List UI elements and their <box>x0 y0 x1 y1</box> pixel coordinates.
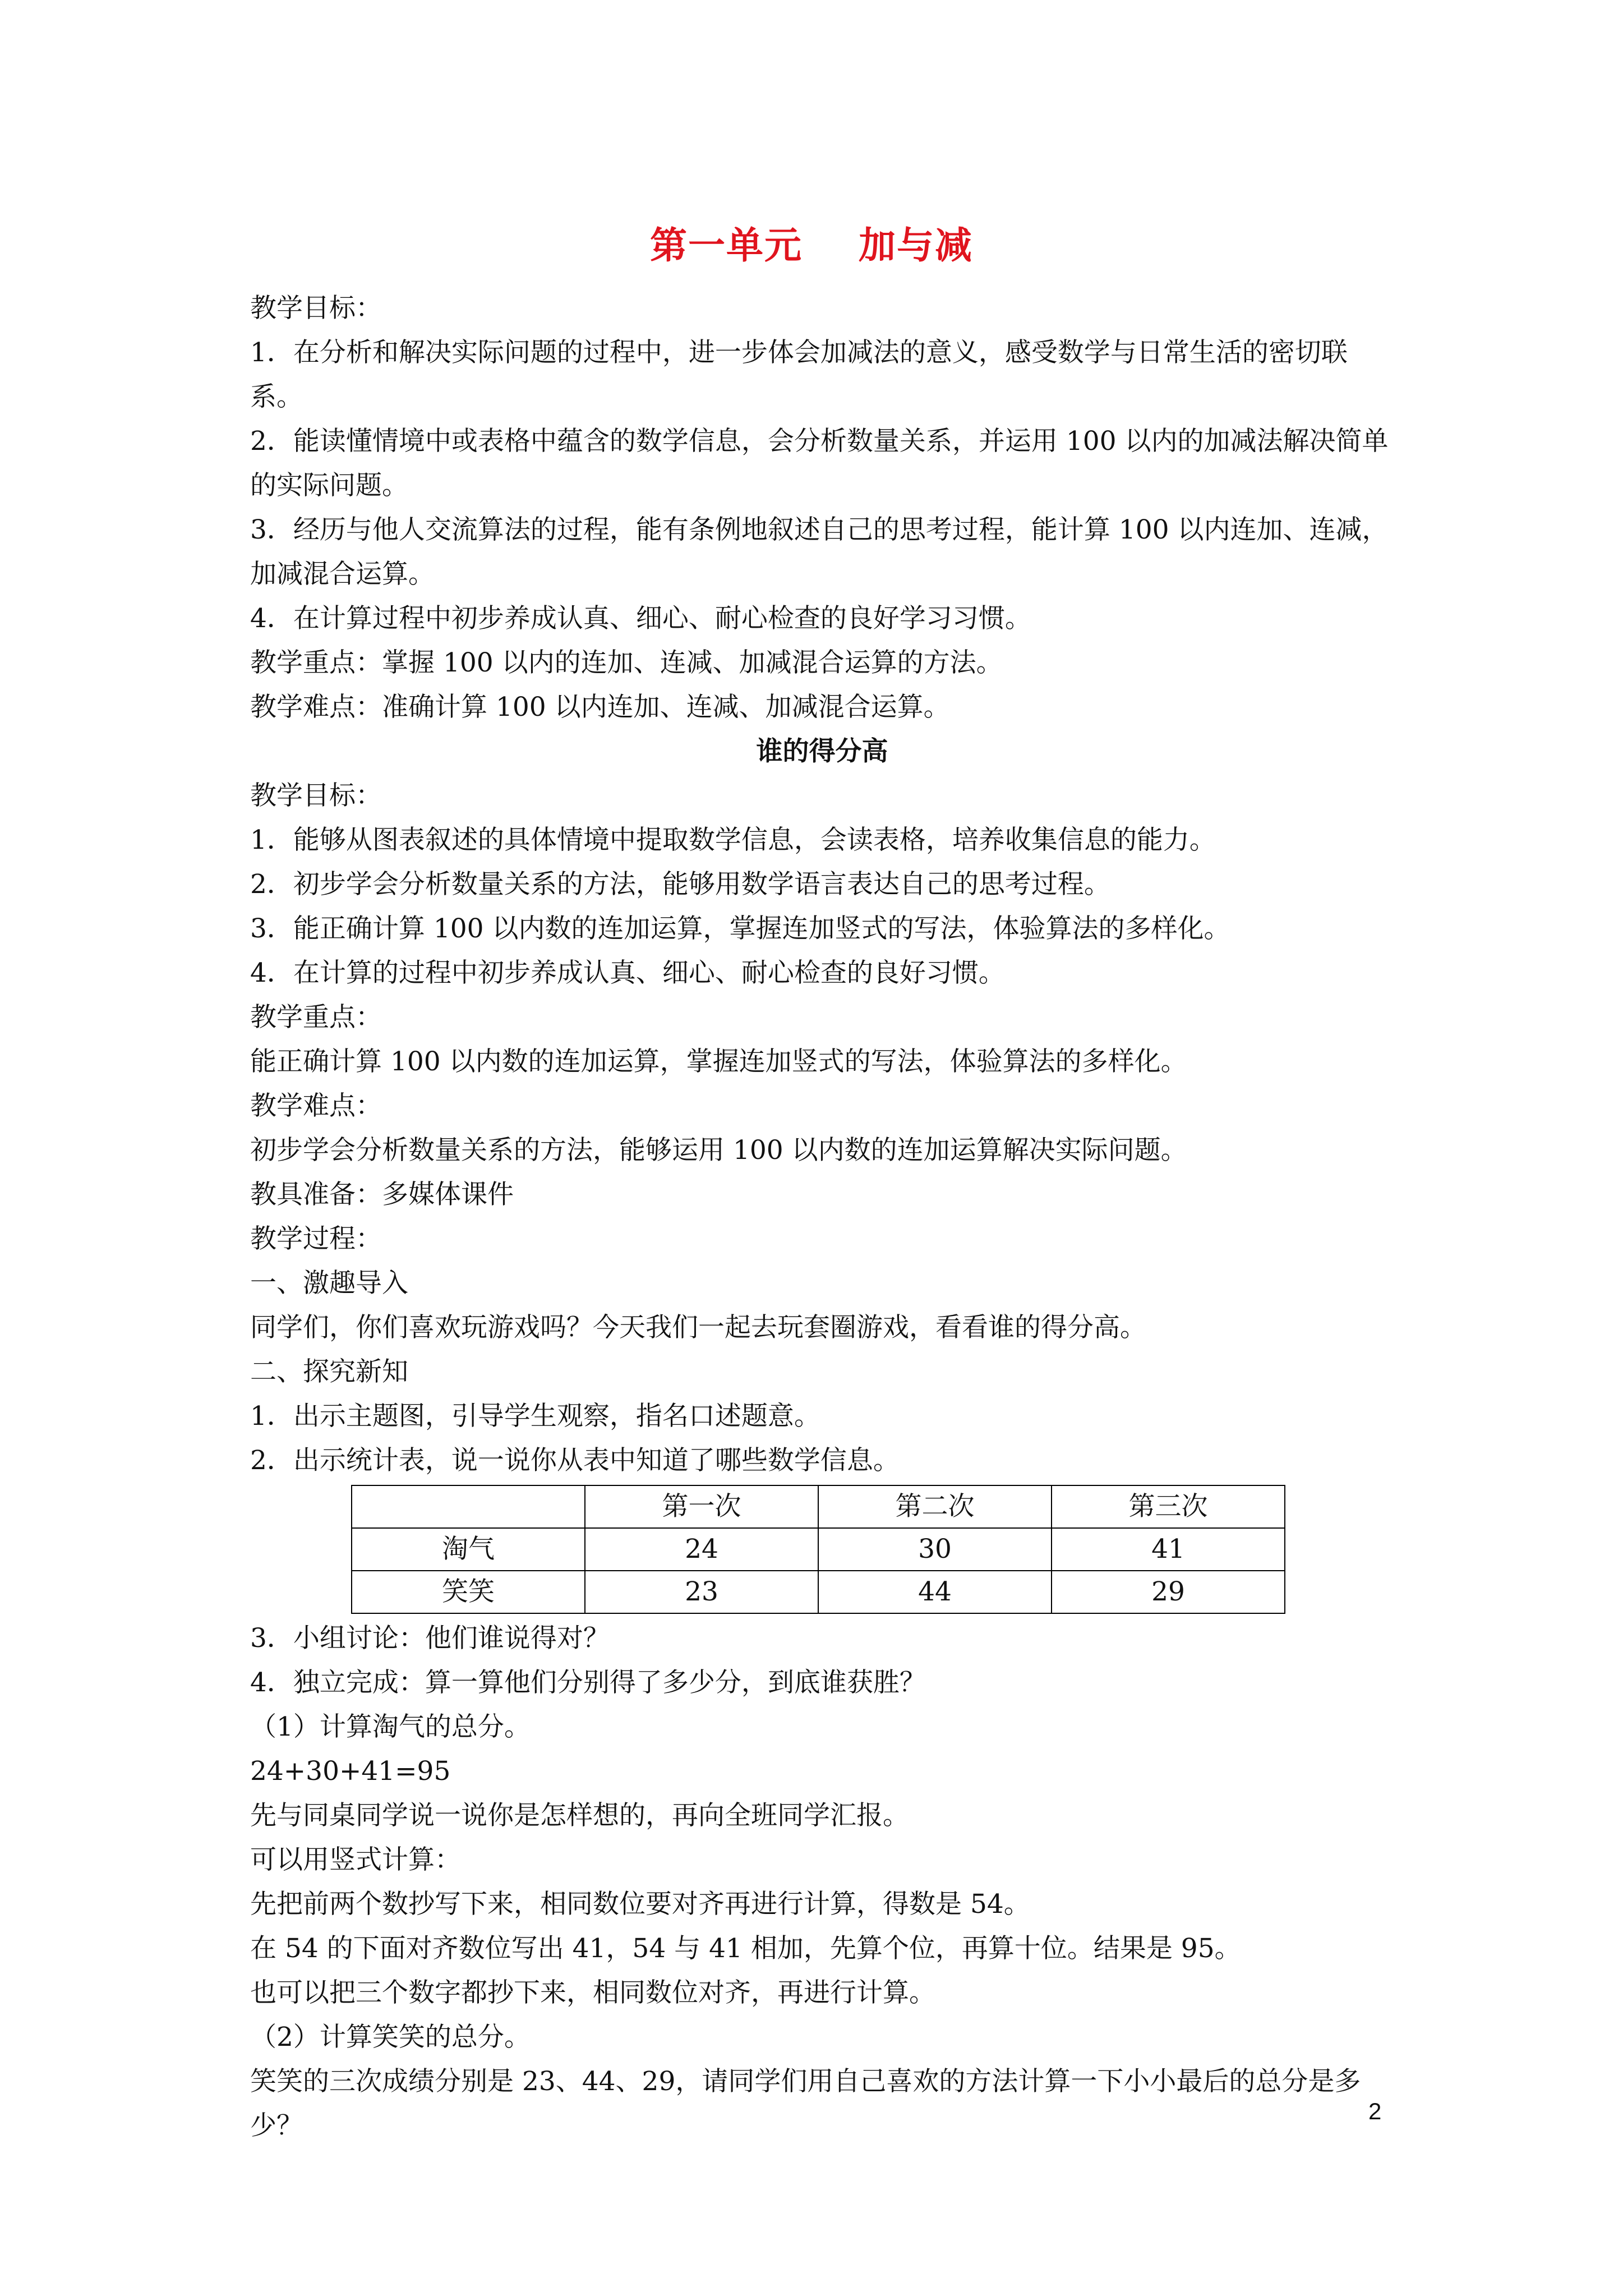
sub-step: （1）计算淘气的总分。 <box>250 1711 531 1742</box>
lesson-objective-item: 4．在计算的过程中初步养成认真、细心、耐心检查的良好习惯。 <box>250 958 1005 988</box>
unit-title: 第一单元 加与减 <box>650 223 973 267</box>
lesson-objective-item: 2．初步学会分析数量关系的方法，能够用数学语言表达自己的思考过程。 <box>250 869 1110 900</box>
table-header-cell: 第二次 <box>818 1485 1052 1528</box>
table-cell: 淘气 <box>352 1528 585 1571</box>
table-row <box>352 1528 1285 1571</box>
paragraph: 笑笑的三次成绩分别是 23、44、29，请同学们用自己喜欢的方法计算一下小小最后的总分是多少？ <box>250 2066 1361 2141</box>
objectives-heading: 教学目标： <box>250 293 382 324</box>
page-number: 2 <box>1368 2098 1382 2124</box>
section-heading: 一、激趣导入 <box>250 1268 408 1299</box>
table-cell: 23 <box>585 1571 818 1613</box>
difficulty-heading: 教学难点： <box>250 1091 382 1121</box>
key-text: 能正确计算 100 以内数的连加运算，掌握连加竖式的写法，体验算法的多样化。 <box>250 1046 1187 1077</box>
lesson-title: 谁的得分高 <box>756 736 888 767</box>
table-header-cell: 第一次 <box>585 1485 818 1528</box>
score-table <box>351 1485 1285 1614</box>
step: 1．出示主题图，引导学生观察，指名口述题意。 <box>250 1401 820 1432</box>
sub-step: （2）计算笑笑的总分。 <box>250 2022 531 2053</box>
table-cell: 29 <box>1052 1571 1285 1613</box>
objective-item: 2．能读懂情境中或表格中蕴含的数学信息，会分析数量关系，并运用 100 以内的加减法解决简单的实际问题。 <box>250 426 1389 501</box>
document-body <box>250 286 1394 2148</box>
paragraph: 可以用竖式计算： <box>250 1844 461 1875</box>
section-text: 同学们，你们喜欢玩游戏吗？今天我们一起去玩套圈游戏，看看谁的得分高。 <box>250 1312 1146 1343</box>
paragraph: 先与同桌同学说一说你是怎样想的，再向全班同学汇报。 <box>250 1800 909 1831</box>
lesson-objective-item: 3．能正确计算 100 以内数的连加运算，掌握连加竖式的写法，体验算法的多样化。 <box>250 913 1230 944</box>
table-header-row <box>352 1485 1285 1528</box>
step: 3．小组讨论：他们谁说得对？ <box>250 1623 610 1654</box>
table-row <box>352 1571 1285 1613</box>
table-header-cell <box>352 1485 585 1528</box>
table-cell: 41 <box>1052 1528 1285 1571</box>
table-header-cell: 第三次 <box>1052 1485 1285 1528</box>
key-heading: 教学重点： <box>250 1002 382 1033</box>
paragraph: 在 54 的下面对齐数位写出 41，54 与 41 相加，先算个位，再算十位。结果是 95。 <box>250 1933 1241 1964</box>
paragraph: 也可以把三个数字都抄下来，相同数位对齐，再进行计算。 <box>250 1977 935 2008</box>
difficulty: 教学难点：准确计算 100 以内连加、连减、加减混合运算。 <box>250 692 950 723</box>
table-cell: 笑笑 <box>352 1571 585 1613</box>
lesson-objective-item: 1．能够从图表叙述的具体情境中提取数学信息，会读表格，培养收集信息的能力。 <box>250 825 1216 855</box>
table-cell: 24 <box>585 1528 818 1571</box>
lesson-objectives-heading: 教学目标： <box>250 780 382 811</box>
paragraph: 先把前两个数抄写下来，相同数位要对齐再进行计算，得数是 54。 <box>250 1889 1030 1920</box>
process-heading: 教学过程： <box>250 1223 382 1254</box>
section-heading: 二、探究新知 <box>250 1356 408 1387</box>
table-cell: 44 <box>818 1571 1052 1613</box>
key-point: 教学重点：掌握 100 以内的连加、连减、加减混合运算的方法。 <box>250 647 1003 678</box>
equation: 24+30+41=95 <box>250 1756 451 1787</box>
objective-item: 3．经历与他人交流算法的过程，能有条例地叙述自己的思考过程，能计算 100 以内连加、连减，加减混合运算。 <box>250 514 1389 590</box>
tools: 教具准备：多媒体课件 <box>250 1179 514 1210</box>
table-cell: 30 <box>818 1528 1052 1571</box>
objective-item: 4．在计算过程中初步养成认真、细心、耐心检查的良好学习习惯。 <box>250 603 1031 634</box>
difficulty-text: 初步学会分析数量关系的方法，能够运用 100 以内数的连加运算解决实际问题。 <box>250 1135 1187 1166</box>
objective-item: 1．在分析和解决实际问题的过程中，进一步体会加减法的意义，感受数学与日常生活的密切联系。 <box>250 337 1348 412</box>
step: 4．独立完成：算一算他们分别得了多少分，到底谁获胜？ <box>250 1667 926 1698</box>
step: 2．出示统计表，说一说你从表中知道了哪些数学信息。 <box>250 1445 900 1476</box>
